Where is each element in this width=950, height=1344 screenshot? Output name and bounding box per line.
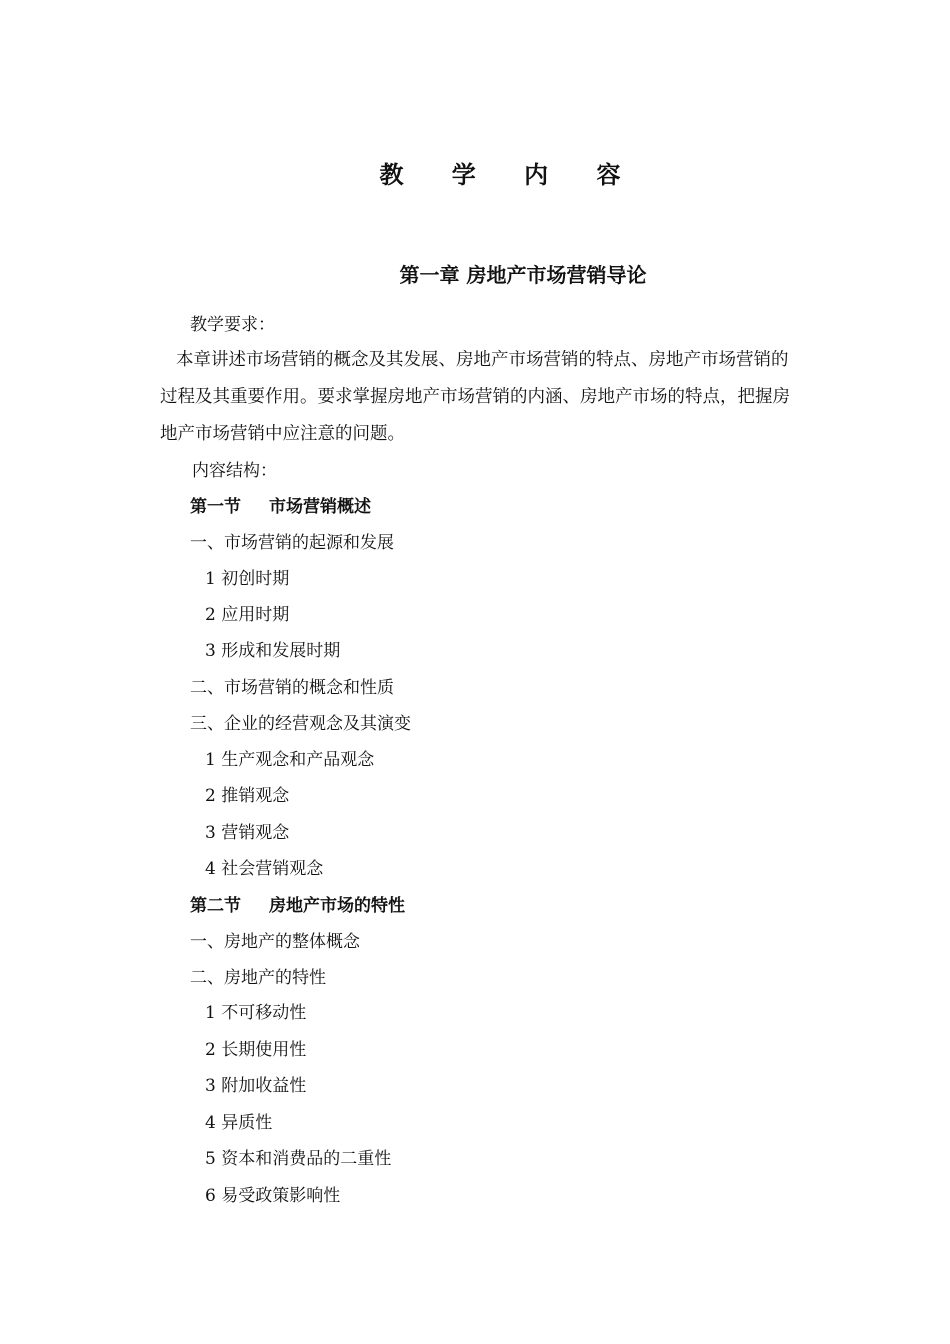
section-title: 市场营销概述 (269, 497, 371, 517)
outline-subitem: 4 异质性 (205, 1113, 273, 1133)
section-heading-1 (190, 494, 371, 520)
requirements-label: 教学要求： (190, 315, 275, 335)
outline-item: 三、企业的经营观念及其演变 (190, 714, 411, 734)
outline-subitem: 3 形成和发展时期 (205, 641, 341, 661)
outline-subitem: 3 附加收益性 (205, 1076, 307, 1096)
requirements-text-line-2: 过程及其重要作用。要求掌握房地产市场营销的内涵、房地产市场的特点，把握房 (160, 387, 790, 407)
outline-subitem: 2 长期使用性 (205, 1040, 307, 1060)
structure-label: 内容结构： (192, 461, 277, 481)
requirements-text-line-1: 本章讲述市场营销的概念及其发展、房地产市场营销的特点、房地产市场营销的 (176, 350, 789, 370)
outline-subitem: 2 应用时期 (205, 605, 290, 625)
requirements-text-line-3: 地产市场营销中应注意的问题。 (160, 424, 405, 444)
outline-subitem: 1 不可移动性 (205, 1003, 307, 1023)
section-number: 第二节 (190, 896, 241, 916)
outline-item: 二、市场营销的概念和性质 (190, 678, 394, 698)
outline-subitem: 5 资本和消费品的二重性 (205, 1149, 392, 1169)
chapter-title: 第一章 房地产市场营销导论 (399, 263, 647, 287)
document-title: 教 学 内 容 (379, 161, 641, 189)
outline-item: 一、市场营销的起源和发展 (190, 533, 394, 553)
outline-subitem: 4 社会营销观念 (205, 859, 324, 879)
outline-subitem: 6 易受政策影响性 (205, 1186, 341, 1206)
outline-subitem: 1 生产观念和产品观念 (205, 750, 375, 770)
section-number: 第一节 (190, 497, 241, 517)
outline-item: 一、房地产的整体概念 (190, 932, 360, 952)
outline-subitem: 2 推销观念 (205, 786, 290, 806)
section-heading-2 (190, 893, 405, 919)
outline-subitem: 3 营销观念 (205, 823, 290, 843)
section-title: 房地产市场的特性 (269, 896, 405, 916)
outline-subitem: 1 初创时期 (205, 569, 290, 589)
outline-item: 二、房地产的特性 (190, 968, 326, 988)
